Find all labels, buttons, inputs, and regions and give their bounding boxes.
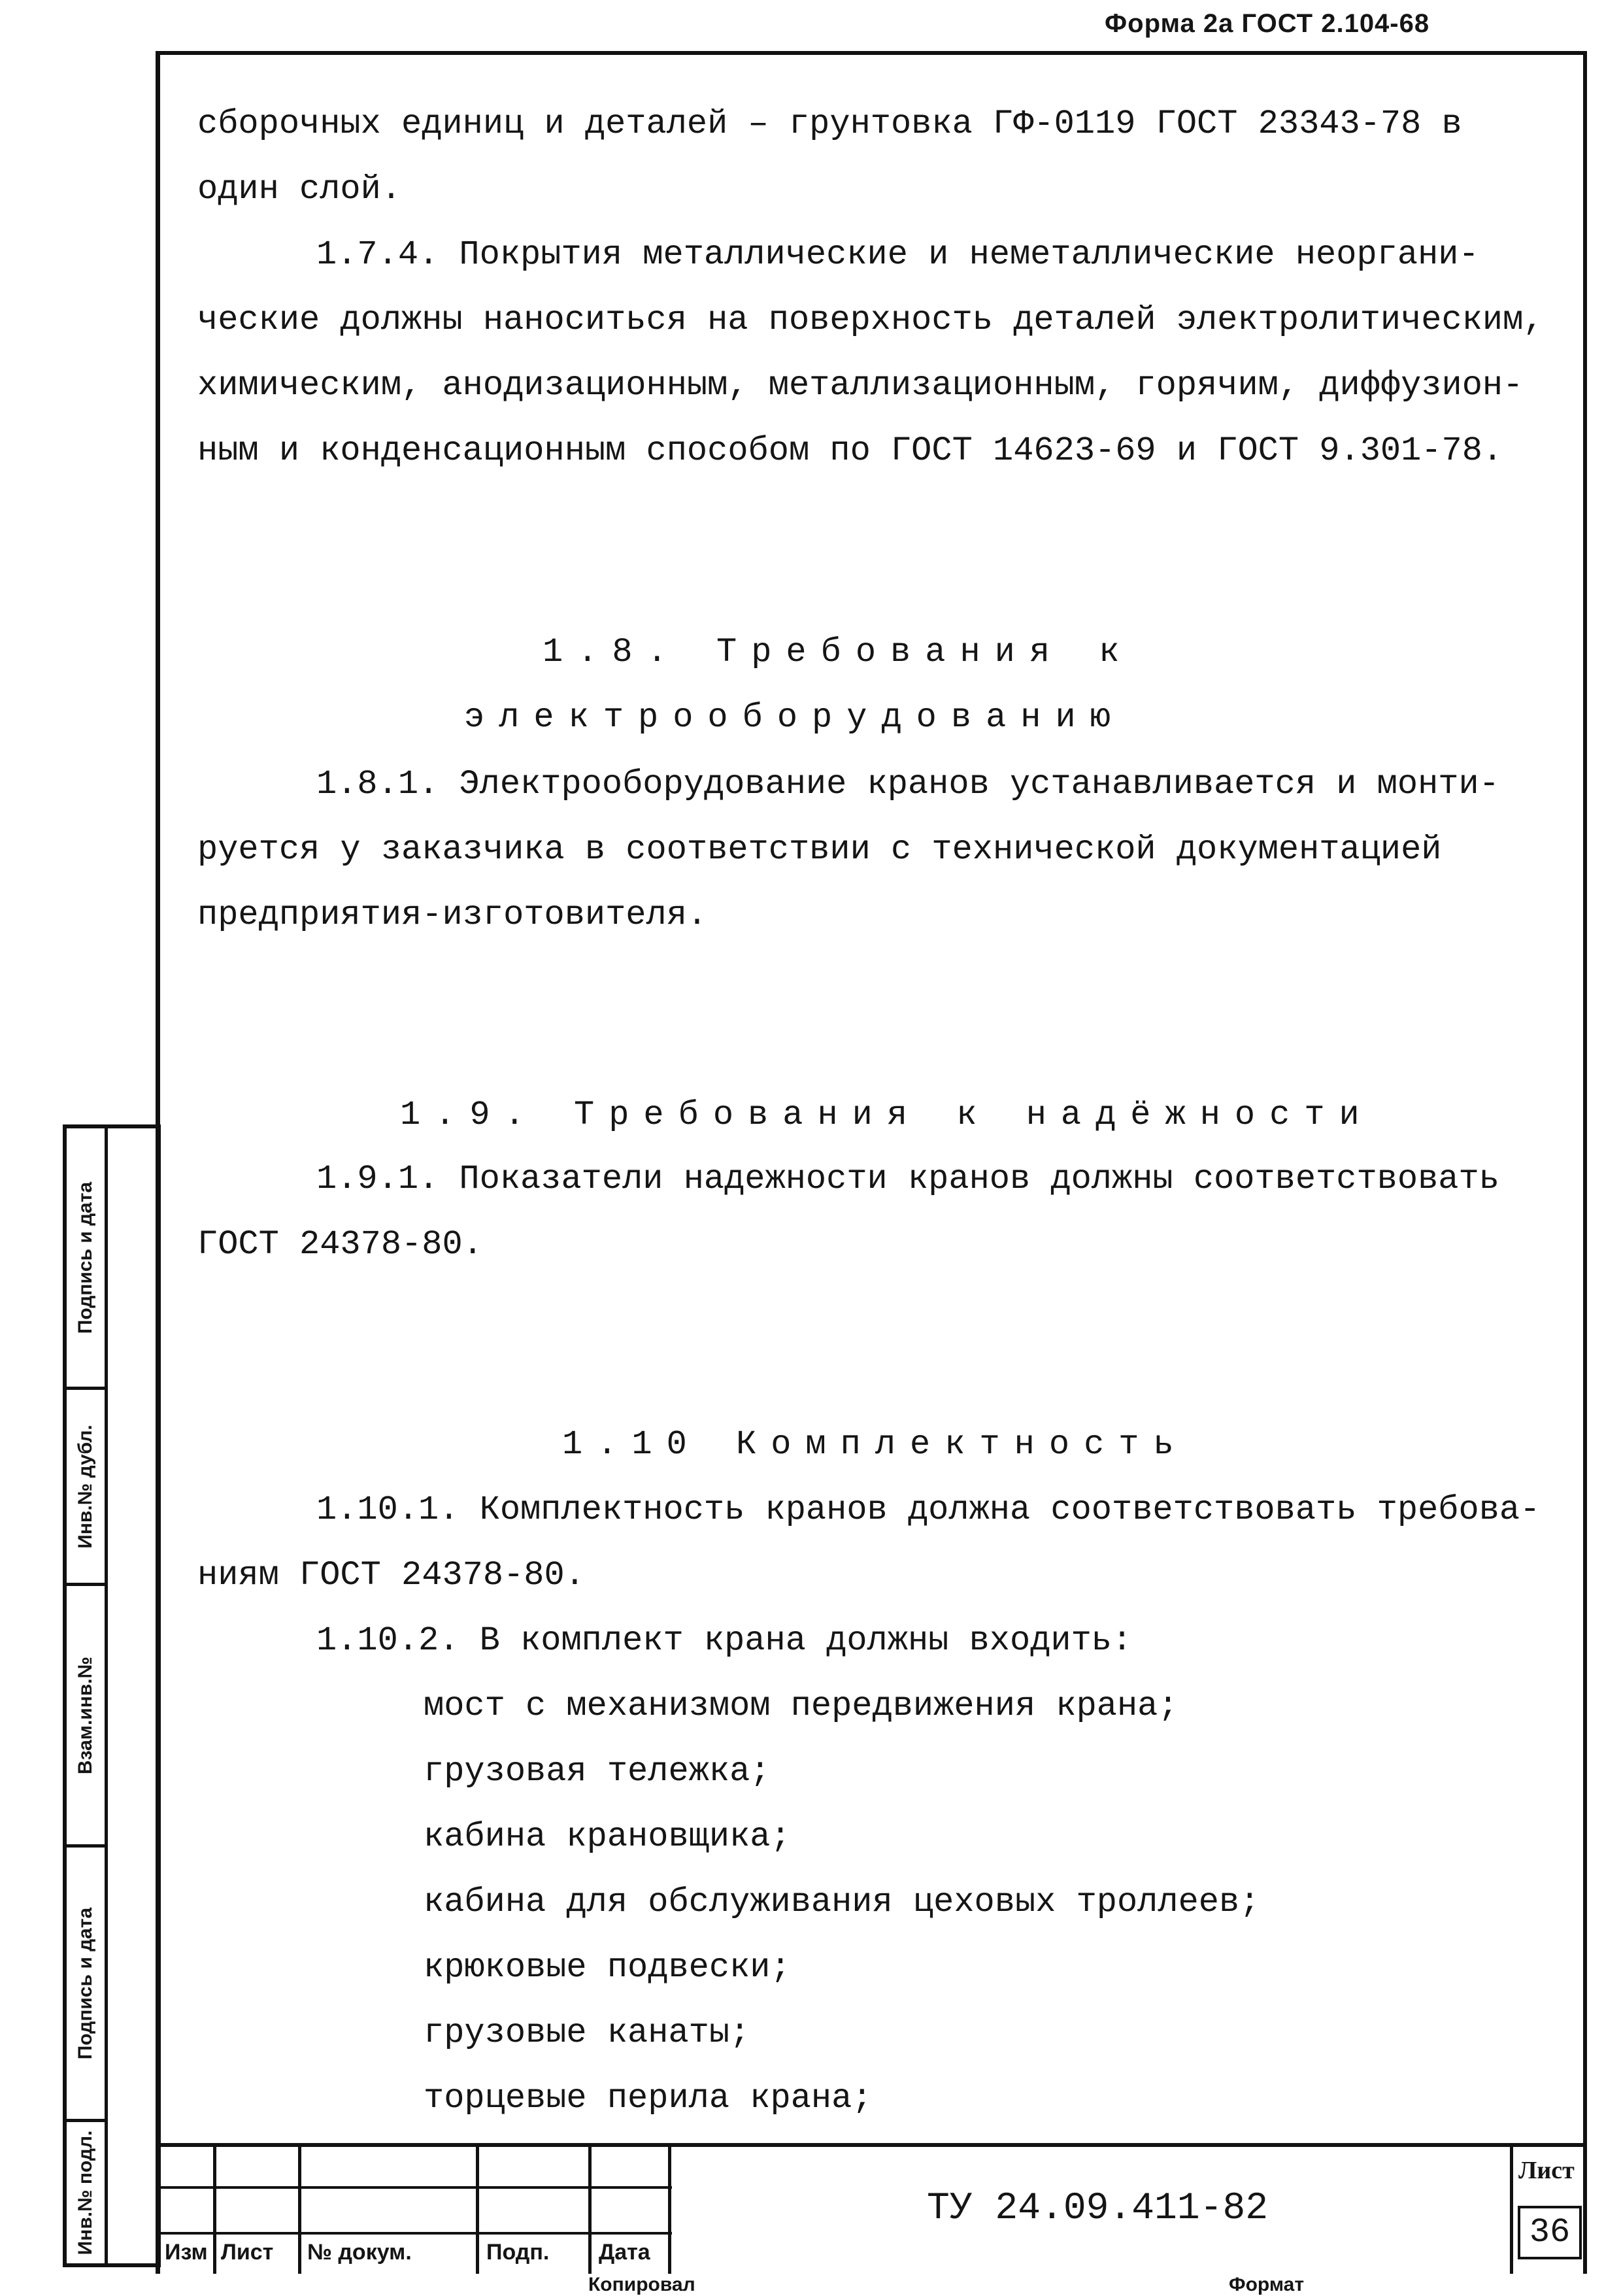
side-stamp-cell: Подпись и дата [67,1848,105,2122]
paragraph-line: ГОСТ 24378-80. [197,1225,483,1264]
list-item: кабина крановщика; [424,1817,791,1856]
list-item: кабина для обслуживания цеховых троллеев; [424,1883,1260,1921]
document-code: ТУ 24.09.411-82 [927,2187,1269,2230]
col-label-date: Дата [599,2240,650,2265]
sheet-number: 36 [1518,2206,1582,2259]
section-heading: 1.10 Комплектность [562,1425,1188,1464]
paragraph-line: 1.10.1. Комплектность кранов должна соответствовать требова- [316,1491,1541,1529]
title-block-rule [588,2147,592,2274]
title-block [156,2143,1587,2274]
section-heading: 1.9. Требования к надёжности [400,1096,1374,1134]
paragraph-line: один слой. [197,170,402,209]
title-block-rule [156,2186,672,2189]
side-stamp [63,1124,161,2267]
section-heading: электрооборудованию [464,698,1125,737]
col-label-list: Лист [221,2240,274,2265]
title-block-rule [298,2147,301,2274]
paragraph-line: ниям ГОСТ 24378-80. [197,1556,585,1595]
paragraph-line: ным и конденсационным способом по ГОСТ 14623-69 и ГОСТ 9.301-78. [197,431,1503,470]
form-note: Форма 2а ГОСТ 2.104-68 [1105,9,1430,38]
title-block-rule [156,2232,672,2235]
title-block-rule [1510,2147,1513,2274]
col-label-signature: Подп. [486,2240,550,2265]
section-heading: 1.8. Требования к [543,633,1134,671]
paragraph-line: сборочных единиц и деталей – грунтовка ГФ-0119 ГОСТ 23343-78 в [197,105,1462,143]
footer-copied: Копировал [588,2274,695,2295]
list-item: мост с механизмом передвижения крана; [424,1687,1178,1725]
list-item: грузовая тележка; [424,1752,771,1791]
paragraph-line: 1.8.1. Электрооборудование кранов устанавливается и монти- [316,765,1499,803]
paragraph-line: 1.9.1. Показатели надежности кранов должны соответствовать [316,1160,1499,1198]
col-label-izm: Изм [165,2240,208,2265]
footer-format: Формат [1229,2274,1305,2295]
side-stamp-cell: Подпись и дата [67,1128,105,1390]
side-stamp-cell: Инв.№ дубл. [67,1390,105,1586]
list-item: крюковые подвески; [424,1948,791,1987]
paragraph-line: 1.7.4. Покрытия металлические и неметаллические неоргани- [316,235,1479,274]
list-item: грузовые канаты; [424,2014,750,2052]
paragraph-line: предприятия-изготовителя. [197,896,708,934]
paragraph-line: 1.10.2. В комплект крана должны входить: [316,1621,1133,1660]
col-label-doc-number: № докум. [307,2240,412,2265]
sheet-label: Лист [1518,2157,1575,2184]
paragraph-line: руется у заказчика в соответствии с технической документацией [197,830,1442,869]
list-item: торцевые перила крана; [424,2079,873,2118]
title-block-rule [668,2147,671,2274]
side-stamp-cell: Инв.№ подл. [75,2130,96,2255]
side-stamp-column [67,1128,108,2263]
paragraph-line: химическим, анодизационным, металлизационным, горячим, диффузион- [197,366,1524,405]
title-block-rule [213,2147,216,2274]
paragraph-line: ческие должны наноситься на поверхность деталей электролитическим, [197,301,1544,339]
side-stamp-cell: Взам.инв.№ [67,1586,105,1848]
title-block-rule [476,2147,479,2274]
